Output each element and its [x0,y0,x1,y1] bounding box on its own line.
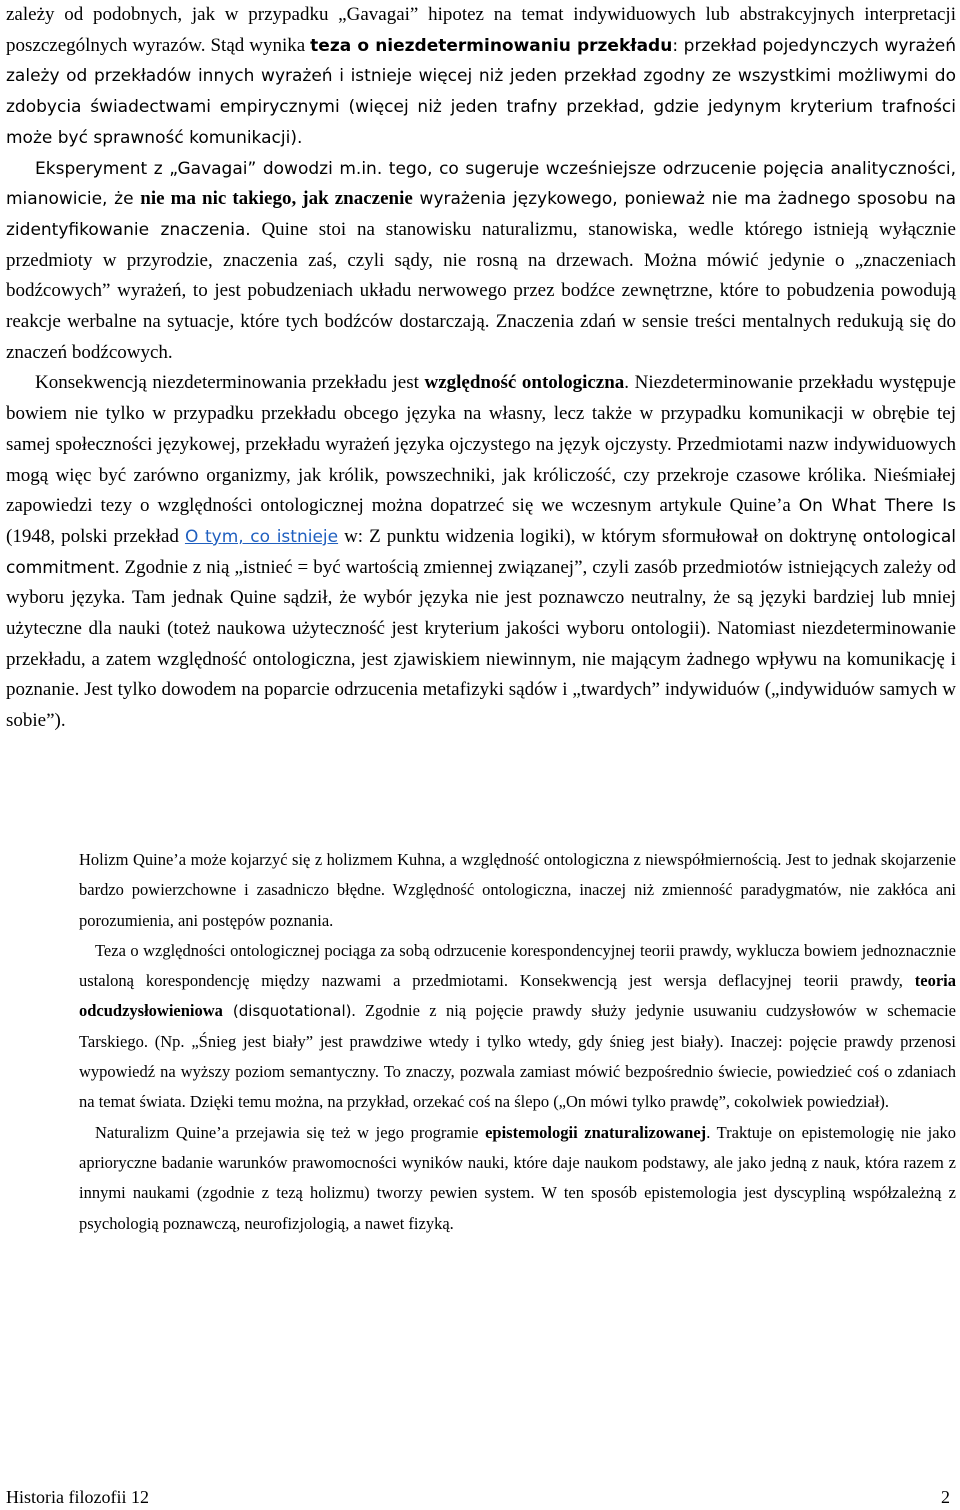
paragraph-ontological-relativity [6,368,956,736]
bold-term: teoria odcudzysłowieniowa [79,971,956,1021]
text: (1948, polski przekład [6,525,185,547]
note-block [79,845,956,1239]
article-link[interactable]: O tym, co istnieje [184,526,339,547]
text: . Niezdeterminowanie przekładu występuje bowiem nie tylko w przypadku przekładu obcego języka na własny, lecz także w przypadku komunikacji w obrębie tej samej społeczności językowej, przekładu wyrażeń języka ojczystego na język ojczysty. Przedmiotami nazw indywiduowych mogą więc być zarówno organizmy, jak królik, powszechniki, jak króliczość, czy przekroje czasowe królika. Nieśmiałej zapowiedzi tezy o względności ontologicznej można dopatrzeć się we wczesnym artykule Quine’a [6,372,956,517]
page-number: 2 [941,1487,950,1507]
article-title: On What There Is [798,496,956,517]
text: . Zgodnie z nią „istnieć = być wartością zmiennej związanej”, czyli zasób przedmiotów istniejących zależy od wyboru języka. Tam jednak Quine sądził, że wybór języka nie jest poznawczo neutralny, że są języki bardziej lub mniej użyteczne dla nauki (toteż naukowa użyteczność jest kryterium jakości wyboru ontologii). Natomiast niezdeterminowanie przekładu, a zatem względność ontologiczna, jest zjawiskiem niewinnym, nie mającym żadnego wpływu na komunikację i poznanie. Jest tylko dowodem na poparcie odrzucenia metafizyki sądów i „twardych” indywiduów („indywiduów samych w sobie”). [6,556,956,732]
text: zależy od podobnych, jak w przypadku „Gavagai” hipotez na temat indywiduowych lub abstrakcyjnych interpretacji poszczególnych wyrazów. Stąd wynika [6,4,956,56]
note-paragraph-truth [79,936,956,1118]
paragraph-translation-indeterminacy [6,0,956,154]
bold-term: nie ma nic takiego, jak znaczenie [140,188,413,210]
paragraph-gavagai [6,154,956,369]
text: . Zgodnie z nią pojęcie prawdy służy jedynie usuwaniu cudzysłowów w schemacie Tarskiego. (Np. „Śnieg jest biały” jest prawdziwe wtedy i tylko wtedy, gdy śnieg jest biały). Inaczej: pojęcie prawdy przenosi wypowiedź na wyższy poziom semantyczny. To znaczy, pozwala zamiast mówić bezpośrednio świecie, powiedzieć coś o zdaniach na temat świata. Dzięki temu można, na przykład, orzekać coś na ślepo („On mówi tylko prawdę”, cokolwiek powiedział). [79,1001,956,1112]
main-text [6,0,956,737]
text: . Traktuje on epistemologię nie jako aprioryczne badanie warunków prawomocności wyników nauki, które daje naukom podstawy, ale jako jedną z nauk, która razem z innymi naukami (zgodnie z tezą holizmu) tworzy pewien system. W ten sposób epistemologia jest dyscypliną współzależną z psychologią poznawczą, neurofizjologią, a nawet fizyką. [79,1122,957,1233]
bold-term: epistemologii znaturalizowanej [485,1122,707,1142]
note-paragraph-epistemology [79,1118,956,1239]
footer-title: Historia filozofii 12 [6,1487,149,1507]
text: Naturalizm Quine’a przejawia się też w jego programie [95,1122,486,1142]
text: Eksperyment z „Gavagai” dowodzi m.in. tego, co sugeruje wcześniejsze odrzucenie pojęcia analityczności, mianowicie, że [6,158,956,210]
text: wyrażenia językowego, ponieważ nie ma żadnego sposobu na zidentyfikowanie znaczenia. [6,189,956,240]
text: Konsekwencją niezdeterminowania przekładu jest [35,372,425,394]
term: (disquotational) [222,1002,352,1021]
text: Quine stoi na stanowisku naturalizmu, stanowiska, wedle którego istnieją wyłącznie przedmioty w przyrodzie, znaczenia zaś, czyli sądy, nie rosną na drzewach. Można mówić jedynie o „znaczeniach bodźcowych” wyrażeń, to jest pobudzeniach układu nerwowego przez bodźce zewnętrzne, które to pobudzenia powodują reakcje werbalne na sytuacje, które tych bodźców dostarczają. Znaczenia zdań w sensie treści mentalnych redukują się do znaczeń bodźcowych. [6,218,956,363]
note-paragraph-holism: Holizm Quine’a może kojarzyć się z holizmem Kuhna, a względność ontologiczna z niewspółmiernością. Jest to jednak skojarzenie bardzo powierzchowne i zasadniczo błędne. Względność ontologiczna, inaczej niż zmienność paradygmatów, nie zakłóca ani porozumienia, ani postępów poznania. [79,850,956,930]
text: w: Z punktu widzenia logiki), w którym sformułował on doktrynę [338,525,863,547]
text: : przekład pojedynczych wyrażeń zależy od przekładów innych wyrażeń i istnieje więcej niż jeden przekład zgodny ze wszystkimi możliwymi do zdobycia świadectwami empirycznymi (więcej niż jeden trafny przekład, gdzie jedynym kryterium trafności może być sprawność komunikacji). [6,35,956,148]
term: ontological commitment [6,526,956,578]
bold-term: teza o niezdeterminowaniu przekładu [310,35,673,56]
bold-term: względność ontologiczna [424,372,625,394]
text: Teza o względności ontologicznej pociąga za sobą odrzucenie korespondencyjnej teorii prawdy, wyklucza bowiem jednoznacznie ustaloną korespondencję między nazwami a przedmiotami. Konsekwencją jest wersja deflacyjnej teorii prawdy, [79,940,956,991]
page-footer [6,1484,950,1510]
